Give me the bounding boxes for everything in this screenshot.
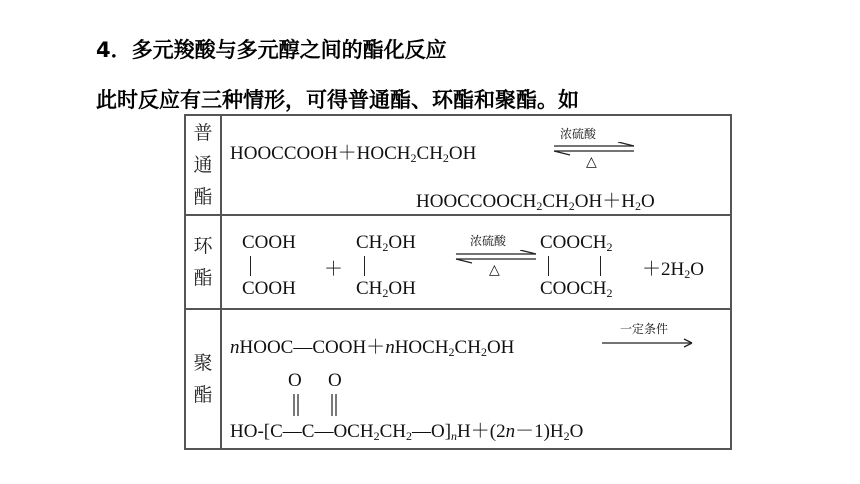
table-row-ordinary-ester bbox=[185, 115, 731, 215]
water-byproduct: $+2H_2O$ bbox=[642, 259, 704, 281]
row-label-cyclic-ester bbox=[185, 215, 221, 309]
condition-top: 一定条件 bbox=[620, 322, 669, 336]
condition-bottom: △ bbox=[489, 262, 500, 278]
equation-ordinary-ester bbox=[221, 115, 731, 215]
table-row-polyester bbox=[185, 309, 731, 449]
row-label-ordinary-ester bbox=[185, 115, 221, 215]
intro-text: 此时反应有三种情形，可得普通酯、环酯和聚酯。如 bbox=[96, 88, 579, 112]
reaction-table bbox=[184, 114, 732, 450]
row-label-polyester bbox=[185, 309, 221, 449]
product-text: $HOOCCOOCH_2CH_2OH+H_2O$ bbox=[416, 191, 655, 213]
label-char: 普 bbox=[193, 122, 213, 144]
cyclic-ester-bottom: $COOCH_2$ bbox=[540, 278, 613, 300]
reactants-text: $HOOCCOOH+HOCH_2CH_2OH$ bbox=[230, 143, 477, 165]
bond-line bbox=[250, 256, 251, 276]
table-row-cyclic-ester bbox=[185, 215, 731, 309]
forward-arrow-icon bbox=[600, 338, 696, 348]
equation-cyclic-ester bbox=[221, 215, 731, 309]
label-char: 聚 bbox=[193, 352, 213, 374]
double-bond-lines bbox=[290, 392, 340, 418]
condition-bottom: △ bbox=[586, 154, 597, 170]
plus-sign: ＋ bbox=[324, 259, 344, 280]
cyclic-ester-top: $COOCH_2$ bbox=[540, 232, 613, 254]
bond-line bbox=[600, 256, 601, 276]
carbonyl-oxygen-1: O bbox=[288, 370, 302, 391]
bond-line bbox=[548, 256, 549, 276]
glycol-top: $CH_2OH$ bbox=[356, 232, 416, 254]
polymer-product-text: $HO-[C—C—OCH_2CH_2—O]_nH+(2n-1)H_2O$ bbox=[230, 421, 584, 443]
carbonyl-oxygen-2: O bbox=[328, 370, 342, 391]
reactants-text: $nHOOC—COOH+nHOCH_2CH_2OH$ bbox=[230, 337, 515, 359]
section-heading: 4．多元羧酸与多元醇之间的酯化反应 bbox=[96, 38, 447, 62]
bond-line bbox=[364, 256, 365, 276]
condition-top: 浓硫酸 bbox=[470, 234, 507, 248]
equation-polyester bbox=[221, 309, 731, 449]
label-char: 酯 bbox=[193, 267, 213, 289]
oxalic-bottom: COOH bbox=[242, 278, 296, 299]
label-char: 酯 bbox=[193, 186, 213, 208]
condition-top: 浓硫酸 bbox=[560, 127, 597, 141]
label-char: 酯 bbox=[193, 384, 213, 406]
glycol-bottom: $CH_2OH$ bbox=[356, 278, 416, 300]
label-char: 通 bbox=[193, 154, 213, 176]
oxalic-top: COOH bbox=[242, 232, 296, 253]
label-char: 环 bbox=[193, 235, 213, 257]
